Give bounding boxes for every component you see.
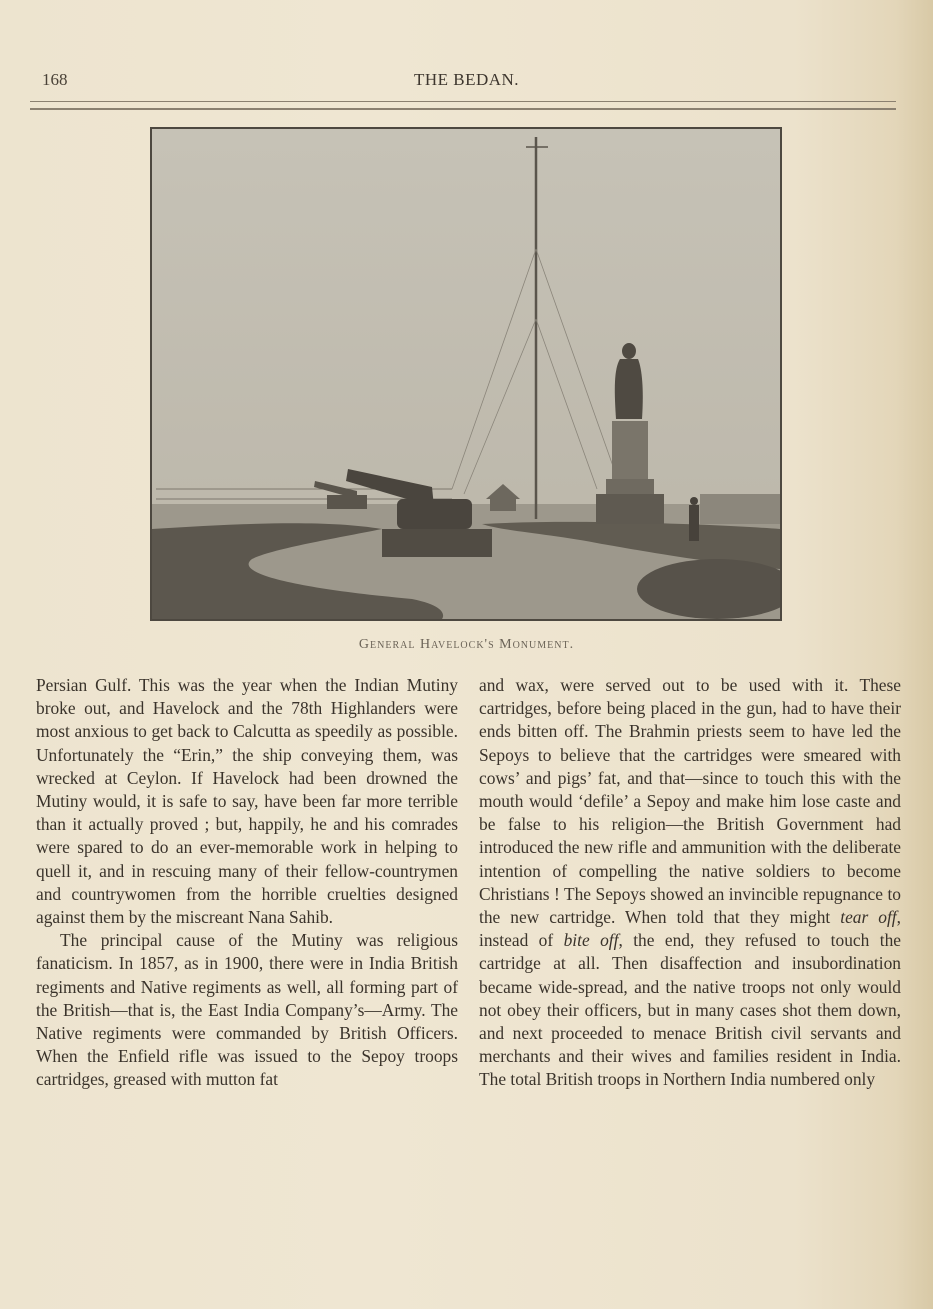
italic-phrase: tear off	[840, 907, 897, 928]
paragraph: The principal cause of the Mutiny was religious fanaticism. In 1857, as in 1900, there were in India British regiments and Native regiments as well, all forming part of the British—that is, the East India Company’s—Army. The Native regiments were commanded by British Officers. When the Enfield rifle was issued to the Sepoy troops cartridges, greased with mutton fat	[36, 930, 458, 1090]
italic-phrase: bite off	[563, 930, 619, 951]
monument-photograph	[150, 127, 782, 621]
photo-illustration	[152, 129, 780, 619]
figure-caption: General Havelock's Monument.	[358, 637, 575, 652]
text-run: , instead of	[479, 907, 901, 951]
left-column	[36, 674, 458, 1092]
paragraph	[479, 674, 901, 1092]
paragraph: Persian Gulf. This was the year when the Indian Mutiny broke out, and Havelock and the 78th Highlanders were most anxious to get back to Calcutta as speedily as possible. Unfortunately the “Erin,” the ship conveying them, was wrecked at Ceylon. If Havelock had been drowned the Mutiny would, it is safe to say, have been far more terrible than it actually proved ; but, happily, he and his comrades were spared to do an ever-memorable work in helping to quell it, and in rescuing many of their fellow-countrymen and countrywomen from the horrible cruelties designed against them by the miscreant Nana Sahib.	[36, 675, 458, 928]
text-run: , the end, they refused to touch the cartridge at all. Then disaffection and insubordination became wide-spread, and the native troops not only would not obey their officers, but in many cases shot them down, and next proceeded to menace British civil servants and merchants and their wives and families resident in India. The total British troops in Northern India numbered only	[479, 930, 901, 1090]
page-number: 168	[42, 70, 68, 89]
header-rule	[30, 101, 896, 110]
right-column	[479, 674, 901, 1092]
buildings	[700, 494, 780, 524]
text-run: and wax, were served out to be used with it. These cartridges, before being placed in the gun, had to have their ends bitten off. The Brahmin priests seem to have led the Sepoys to believe that the cartridges were smeared with cows’ and pigs’ fat, and that—since to touch this with the mouth would ‘defile’ a Sepoy and make him lose caste and be false to his religion—the British Government had introduced the new rifle and ammunition with the deliberate intention of compelling the native soldiers to become Christians ! The Sepoys showed an invincible repugnance to the new cartridge. When told that they might	[479, 675, 901, 928]
running-title: THE BEDAN.	[413, 70, 520, 89]
